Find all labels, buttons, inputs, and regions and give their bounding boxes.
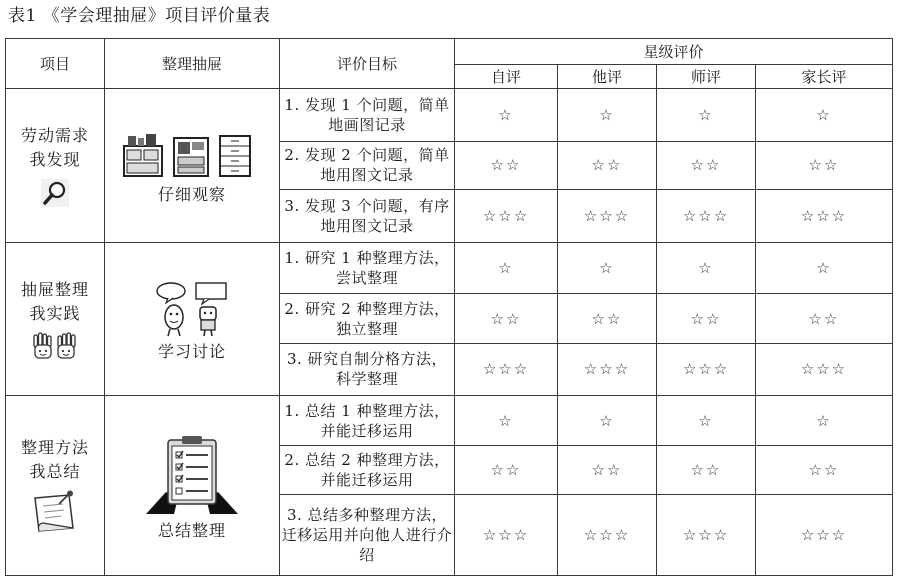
project-cell — [6, 243, 105, 396]
drawers-furniture-icon — [122, 132, 262, 180]
header-organize: 整理抽屉 — [105, 39, 280, 89]
goal-cell: 3. 发现 3 个问题，有序地用图文记录 — [280, 189, 455, 242]
rating-peer: ☆ — [558, 89, 657, 141]
project-cell — [6, 89, 105, 243]
organize-label: 仔细观察 — [157, 184, 226, 204]
rating-self: ☆ — [455, 243, 558, 294]
rating-self: ☆ — [455, 89, 558, 141]
rating-self: ☆☆ — [455, 294, 558, 343]
rating-parent: ☆ — [756, 243, 893, 294]
table-row — [6, 395, 893, 445]
organize-cell — [105, 395, 280, 575]
rating-parent: ☆☆☆ — [756, 189, 893, 242]
magnifier-icon — [40, 178, 70, 208]
goal-cell: 2. 发现 2 个问题，简单地用图文记录 — [280, 141, 455, 189]
rating-teacher: ☆ — [657, 243, 756, 294]
rating-peer: ☆☆☆ — [558, 189, 657, 242]
rating-teacher: ☆☆☆ — [657, 189, 756, 242]
rating-parent: ☆☆ — [756, 294, 893, 343]
rating-peer: ☆☆ — [558, 294, 657, 343]
organize-label: 学习讨论 — [157, 342, 226, 362]
rating-teacher: ☆ — [657, 89, 756, 141]
rating-teacher: ☆☆ — [657, 294, 756, 343]
project-label-line2: 我发现 — [29, 149, 81, 169]
rating-parent: ☆☆☆ — [756, 495, 893, 576]
hands-icon — [31, 332, 79, 360]
clipboard-checklist-icon — [144, 434, 240, 516]
header-teacher: 师评 — [657, 65, 756, 89]
goal-cell: 3. 总结多种整理方法，迁移运用并向他人进行介绍 — [280, 495, 455, 576]
rating-teacher: ☆☆ — [657, 141, 756, 189]
table-row — [6, 243, 893, 294]
goal-cell: 1. 总结 1 种整理方法，并能迁移运用 — [280, 395, 455, 445]
rating-self: ☆☆☆ — [455, 189, 558, 242]
rating-peer: ☆ — [558, 395, 657, 445]
evaluation-table — [5, 38, 893, 576]
rating-self: ☆ — [455, 395, 558, 445]
header-self: 自评 — [455, 65, 558, 89]
organize-cell — [105, 89, 280, 243]
project-label-line1: 抽屉整理 — [20, 280, 89, 300]
rating-parent: ☆☆ — [756, 141, 893, 189]
project-label-line2: 我总结 — [29, 462, 81, 482]
table-row — [6, 89, 893, 141]
rating-parent: ☆ — [756, 89, 893, 141]
rating-self: ☆☆☆ — [455, 495, 558, 576]
project-label-line2: 我实践 — [29, 304, 81, 324]
goal-cell: 3. 研究自制分格方法，科学整理 — [280, 343, 455, 395]
rating-self: ☆☆ — [455, 141, 558, 189]
header-row — [6, 39, 893, 65]
discussion-people-icon — [154, 281, 230, 337]
rating-peer: ☆☆☆ — [558, 343, 657, 395]
goal-cell: 1. 发现 1 个问题，简单地画图记录 — [280, 89, 455, 141]
project-label-line1: 劳动需求 — [20, 125, 89, 145]
goal-cell: 2. 研究 2 种整理方法，独立整理 — [280, 294, 455, 343]
rating-parent: ☆☆ — [756, 446, 893, 495]
header-peer: 他评 — [558, 65, 657, 89]
goal-cell: 2. 总结 2 种整理方法，并能迁移运用 — [280, 446, 455, 495]
rating-teacher: ☆☆☆ — [657, 495, 756, 576]
rating-peer: ☆☆☆ — [558, 495, 657, 576]
project-cell — [6, 395, 105, 575]
header-parent: 家长评 — [756, 65, 893, 89]
rating-self: ☆☆☆ — [455, 343, 558, 395]
rating-teacher: ☆ — [657, 395, 756, 445]
rating-peer: ☆☆ — [558, 446, 657, 495]
table-caption: 表1 《学会理抽屉》项目评价量表 — [8, 6, 271, 26]
rating-peer: ☆☆ — [558, 141, 657, 189]
rating-teacher: ☆☆ — [657, 446, 756, 495]
organize-cell — [105, 243, 280, 396]
rating-peer: ☆ — [558, 243, 657, 294]
header-project: 项目 — [6, 39, 105, 89]
rating-self: ☆☆ — [455, 446, 558, 495]
header-star-rating: 星级评价 — [455, 39, 893, 65]
rating-parent: ☆☆☆ — [756, 343, 893, 395]
goal-cell: 1. 研究 1 种整理方法，尝试整理 — [280, 243, 455, 294]
note-pin-icon — [29, 490, 81, 534]
organize-label: 总结整理 — [157, 521, 226, 541]
rating-parent: ☆ — [756, 395, 893, 445]
project-label-line1: 整理方法 — [20, 438, 89, 458]
rating-teacher: ☆☆☆ — [657, 343, 756, 395]
header-goal: 评价目标 — [280, 39, 455, 89]
